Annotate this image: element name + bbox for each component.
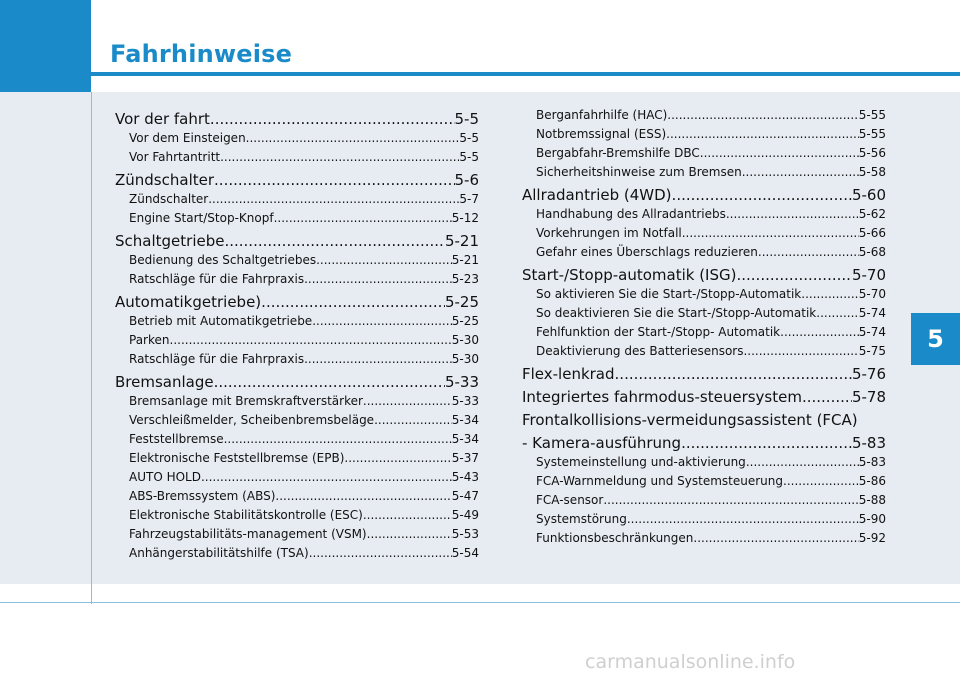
- toc-page-number: 5-74: [858, 325, 886, 339]
- toc-subsection-entry[interactable]: [522, 127, 886, 146]
- toc-leader-dots: [367, 527, 452, 541]
- toc-subsection-entry[interactable]: [522, 108, 886, 127]
- toc-entry-title: Zündschalter: [115, 171, 215, 189]
- toc-page-number: 5-23: [451, 272, 479, 286]
- toc-subsection-entry[interactable]: [115, 131, 479, 150]
- toc-section-entry[interactable]: [522, 434, 886, 455]
- toc-page-number: 5-83: [858, 455, 886, 469]
- toc-subsection-entry[interactable]: [522, 245, 886, 264]
- toc-entry-title: Flex-lenkrad: [522, 365, 615, 383]
- page-title: Fahrhinweise: [110, 40, 293, 68]
- toc-entry-title: So aktivieren Sie die Start-/Stopp-Automatik: [536, 287, 802, 301]
- toc-subsection-entry[interactable]: [115, 546, 479, 565]
- toc-entry-title: - Kamera-ausführung: [522, 434, 682, 452]
- toc-entry-title: Schaltgetriebe: [115, 232, 225, 250]
- toc-entry-title: Systemstörung: [536, 512, 627, 526]
- toc-leader-dots: [746, 455, 859, 469]
- toc-subsection-entry[interactable]: [522, 165, 886, 184]
- toc-page-number: 5-70: [858, 287, 886, 301]
- toc-subsection-entry[interactable]: [522, 344, 886, 363]
- toc-page-number: 5-21: [444, 232, 479, 250]
- toc-entry-title: Systemeinstellung und-aktivierung: [536, 455, 746, 469]
- toc-subsection-entry[interactable]: [522, 531, 886, 550]
- toc-page-number: 5-55: [858, 127, 886, 141]
- toc-page-number: 5-74: [858, 306, 886, 320]
- toc-entry-title: Feststellbremse: [129, 432, 224, 446]
- toc-subsection-entry[interactable]: [522, 207, 886, 226]
- toc-entry-title: Notbremssignal (ESS): [536, 127, 667, 141]
- toc-page-number: 5-90: [858, 512, 886, 526]
- toc-leader-dots: [783, 474, 859, 488]
- toc-subsection-entry[interactable]: [522, 455, 886, 474]
- toc-entry-title: Parken: [129, 333, 170, 347]
- toc-subsection-entry[interactable]: [115, 527, 479, 546]
- toc-leader-dots: [309, 546, 452, 560]
- toc-leader-dots: [742, 165, 859, 179]
- toc-page-number: 5-53: [451, 527, 479, 541]
- toc-subsection-entry[interactable]: [115, 272, 479, 291]
- toc-leader-dots: [210, 110, 455, 128]
- toc-subsection-entry[interactable]: [115, 253, 479, 272]
- toc-subsection-entry[interactable]: [522, 306, 886, 325]
- toc-leader-dots: [681, 434, 852, 452]
- toc-entry-title: Vorkehrungen im Notfall: [536, 226, 682, 240]
- toc-section-entry[interactable]: [522, 388, 886, 409]
- toc-page-number: 5-49: [451, 508, 479, 522]
- toc-subsection-entry[interactable]: [522, 474, 886, 493]
- toc-page-number: 5-88: [858, 493, 886, 507]
- toc-entry-title: Gefahr eines Überschlags reduzieren: [536, 245, 758, 259]
- toc-leader-dots: [801, 287, 859, 301]
- toc-entry-title: Berganfahrhilfe (HAC): [536, 108, 668, 122]
- toc-entry-title: Elektronische Feststellbremse (EPB): [129, 451, 345, 465]
- toc-page-number: 5-33: [444, 373, 479, 391]
- toc-leader-dots: [208, 192, 459, 206]
- toc-page-number: 5-21: [451, 253, 479, 267]
- page-header: [0, 0, 960, 92]
- toc-subsection-entry[interactable]: [115, 192, 479, 211]
- toc-entry-title: Bremsanlage: [115, 373, 214, 391]
- toc-leader-dots: [758, 245, 859, 259]
- toc-page-number: 5-5: [459, 131, 479, 145]
- toc-subsection-entry[interactable]: [522, 287, 886, 306]
- toc-page-number: 5-78: [851, 388, 886, 406]
- toc-leader-dots: [224, 232, 444, 250]
- toc-leader-dots: [224, 432, 452, 446]
- toc-page-number: 5-6: [454, 171, 479, 189]
- toc-page-number: 5-30: [451, 352, 479, 366]
- toc-section-entry[interactable]: [115, 171, 479, 192]
- toc-entry-title: Engine Start/Stop-Knopf: [129, 211, 274, 225]
- toc-subsection-entry[interactable]: [115, 314, 479, 333]
- toc-entry-title: FCA-sensor: [536, 493, 604, 507]
- toc-subsection-entry[interactable]: [522, 493, 886, 512]
- toc-section-entry[interactable]: [522, 365, 886, 386]
- toc-leader-dots: [736, 266, 851, 284]
- toc-entry-title: Vor dem Einsteigen: [129, 131, 246, 145]
- toc-leader-dots: [666, 127, 859, 141]
- toc-leader-dots: [363, 508, 452, 522]
- toc-page-number: 5-58: [858, 165, 886, 179]
- toc-page-number: 5-34: [451, 432, 479, 446]
- toc-entry-title: Ratschläge für die Fahrpraxis: [129, 352, 305, 366]
- toc-leader-dots: [363, 394, 452, 408]
- toc-subsection-entry[interactable]: [115, 432, 479, 451]
- toc-leader-dots: [627, 512, 859, 526]
- toc-section-entry[interactable]: [115, 373, 479, 394]
- footer-line: [0, 602, 960, 603]
- toc-subsection-entry[interactable]: [115, 394, 479, 413]
- toc-leader-dots: [344, 451, 451, 465]
- toc-section-entry[interactable]: [115, 232, 479, 253]
- toc-subsection-entry[interactable]: [115, 150, 479, 169]
- toc-entry-title: Ratschläge für die Fahrpraxis: [129, 272, 305, 286]
- toc-entry-title: Anhängerstabilitätshilfe (TSA): [129, 546, 309, 560]
- toc-page-number: 5-33: [451, 394, 479, 408]
- toc-entry-title: Funktionsbeschränkungen: [536, 531, 694, 545]
- toc-page-number: 5-5: [454, 110, 479, 128]
- toc-heading-line[interactable]: Frontalkollisions-vermeidungsassistent (FCA): [522, 411, 858, 429]
- toc-entry-title: Elektronische Stabilitätskontrolle (ESC): [129, 508, 363, 522]
- toc-page-number: 5-70: [851, 266, 886, 284]
- toc-leader-dots: [304, 272, 452, 286]
- toc-subsection-entry[interactable]: [115, 508, 479, 527]
- toc-page-number: 5-54: [451, 546, 479, 560]
- toc-leader-dots: [374, 413, 452, 427]
- toc-entry-title: Handhabung des Allradantriebs: [536, 207, 726, 221]
- toc-leader-dots: [667, 108, 858, 122]
- toc-entry-title: Fahrzeugstabilitäts-management (VSM): [129, 527, 367, 541]
- toc-entry-title: So deaktivieren Sie die Start-/Stopp-Automatik: [536, 306, 817, 320]
- toc-page-number: 5-86: [858, 474, 886, 488]
- toc-page-number: 5-56: [858, 146, 886, 160]
- toc-subsection-entry[interactable]: [522, 146, 886, 165]
- toc-page-number: 5-68: [858, 245, 886, 259]
- toc-page-number: 5-92: [858, 531, 886, 545]
- toc-section-entry[interactable]: [115, 293, 479, 314]
- corner-block: [0, 0, 91, 92]
- toc-page-number: 5-75: [858, 344, 886, 358]
- toc-entry-title: ABS-Bremssystem (ABS): [129, 489, 276, 503]
- toc-leader-dots: [246, 131, 460, 145]
- margin-line: [91, 92, 92, 604]
- toc-page-number: 5-62: [858, 207, 886, 221]
- toc-entry-title: FCA-Warnmeldung und Systemsteuerung: [536, 474, 783, 488]
- toc-page-number: 5-47: [451, 489, 479, 503]
- title-rule: [91, 72, 960, 76]
- toc-entry-title: Sicherheitshinweise zum Bremsen: [536, 165, 742, 179]
- toc-entry-title: Betrieb mit Automatikgetriebe: [129, 314, 313, 328]
- toc-subsection-entry[interactable]: [115, 333, 479, 352]
- toc-page-number: 5-55: [858, 108, 886, 122]
- toc-leader-dots: [275, 489, 451, 503]
- chapter-tab[interactable]: 5: [911, 313, 960, 365]
- toc-page-number: 5-25: [451, 314, 479, 328]
- toc-leader-dots: [743, 344, 858, 358]
- toc-entry-title: Bergabfahr-Bremshilfe DBC: [536, 146, 700, 160]
- toc-page-number: 5-25: [444, 293, 479, 311]
- toc-leader-dots: [304, 352, 452, 366]
- toc-leader-dots: [201, 470, 452, 484]
- toc-entry-title: AUTO HOLD: [129, 470, 201, 484]
- toc-leader-dots: [682, 226, 859, 240]
- toc-page-number: 5-12: [451, 211, 479, 225]
- toc-page-number: 5-34: [451, 413, 479, 427]
- toc-page-number: 5-60: [851, 186, 886, 204]
- toc-subsection-entry[interactable]: [522, 512, 886, 531]
- toc-page-number: 5-7: [459, 192, 479, 206]
- toc-leader-dots: [261, 293, 445, 311]
- toc-page-number: 5-66: [858, 226, 886, 240]
- toc-subsection-entry[interactable]: [115, 211, 479, 230]
- toc-leader-dots: [700, 146, 859, 160]
- toc-entry-title: Bedienung des Schaltgetriebes: [129, 253, 317, 267]
- toc-right-column: [522, 108, 886, 550]
- toc-subsection-entry[interactable]: [115, 352, 479, 371]
- toc-leader-dots: [274, 211, 452, 225]
- toc-entry-title: Vor Fahrtantritt: [129, 150, 221, 164]
- toc-leader-dots: [170, 333, 452, 347]
- toc-subsection-entry[interactable]: [115, 451, 479, 470]
- toc-entry-title: Verschleißmelder, Scheibenbremsbeläge: [129, 413, 375, 427]
- toc-leader-dots: [214, 373, 445, 391]
- toc-entry-title: Bremsanlage mit Bremskraftverstärker: [129, 394, 363, 408]
- toc-left-column: [115, 108, 479, 565]
- toc-entry-title: Zündschalter: [129, 192, 209, 206]
- toc-section-entry[interactable]: [522, 186, 886, 207]
- toc-leader-dots: [220, 150, 459, 164]
- toc-subsection-entry[interactable]: [522, 325, 886, 344]
- toc-subsection-entry[interactable]: [115, 413, 479, 432]
- toc-leader-dots: [214, 171, 454, 189]
- toc-page-number: 5-83: [851, 434, 886, 452]
- toc-leader-dots: [615, 365, 852, 383]
- toc-subsection-entry[interactable]: [115, 489, 479, 508]
- toc-leader-dots: [726, 207, 859, 221]
- toc-section-entry[interactable]: [522, 266, 886, 287]
- toc-leader-dots: [316, 253, 452, 267]
- toc-leader-dots: [780, 325, 859, 339]
- toc-section-entry[interactable]: [115, 110, 479, 131]
- toc-entry-title: Integriertes fahrmodus-steuersystem: [522, 388, 802, 406]
- toc-subsection-entry[interactable]: [522, 226, 886, 245]
- toc-entry-title: Automatikgetriebe): [115, 293, 262, 311]
- toc-page-number: 5-43: [451, 470, 479, 484]
- toc-entry-title: Deaktivierung des Batteriesensors: [536, 344, 744, 358]
- toc-page-number: 5-37: [451, 451, 479, 465]
- toc-leader-dots: [603, 493, 858, 507]
- toc-leader-dots: [693, 531, 858, 545]
- toc-page-number: 5-30: [451, 333, 479, 347]
- toc-leader-dots: [816, 306, 859, 320]
- toc-page-number: 5-5: [459, 150, 479, 164]
- toc-leader-dots: [312, 314, 452, 328]
- toc-entry-title: Vor der fahrt: [115, 110, 210, 128]
- watermark: carmanualsonline.info: [585, 651, 796, 673]
- toc-leader-dots: [802, 388, 852, 406]
- toc-subsection-entry[interactable]: [115, 470, 479, 489]
- toc-entry-title: Fehlfunktion der Start-/Stopp- Automatik: [536, 325, 781, 339]
- toc-leader-dots: [672, 186, 852, 204]
- toc-entry-title: Allradantrieb (4WD): [522, 186, 672, 204]
- toc-page-number: 5-76: [851, 365, 886, 383]
- toc-entry-title: Start-/Stopp-automatik (ISG): [522, 266, 737, 284]
